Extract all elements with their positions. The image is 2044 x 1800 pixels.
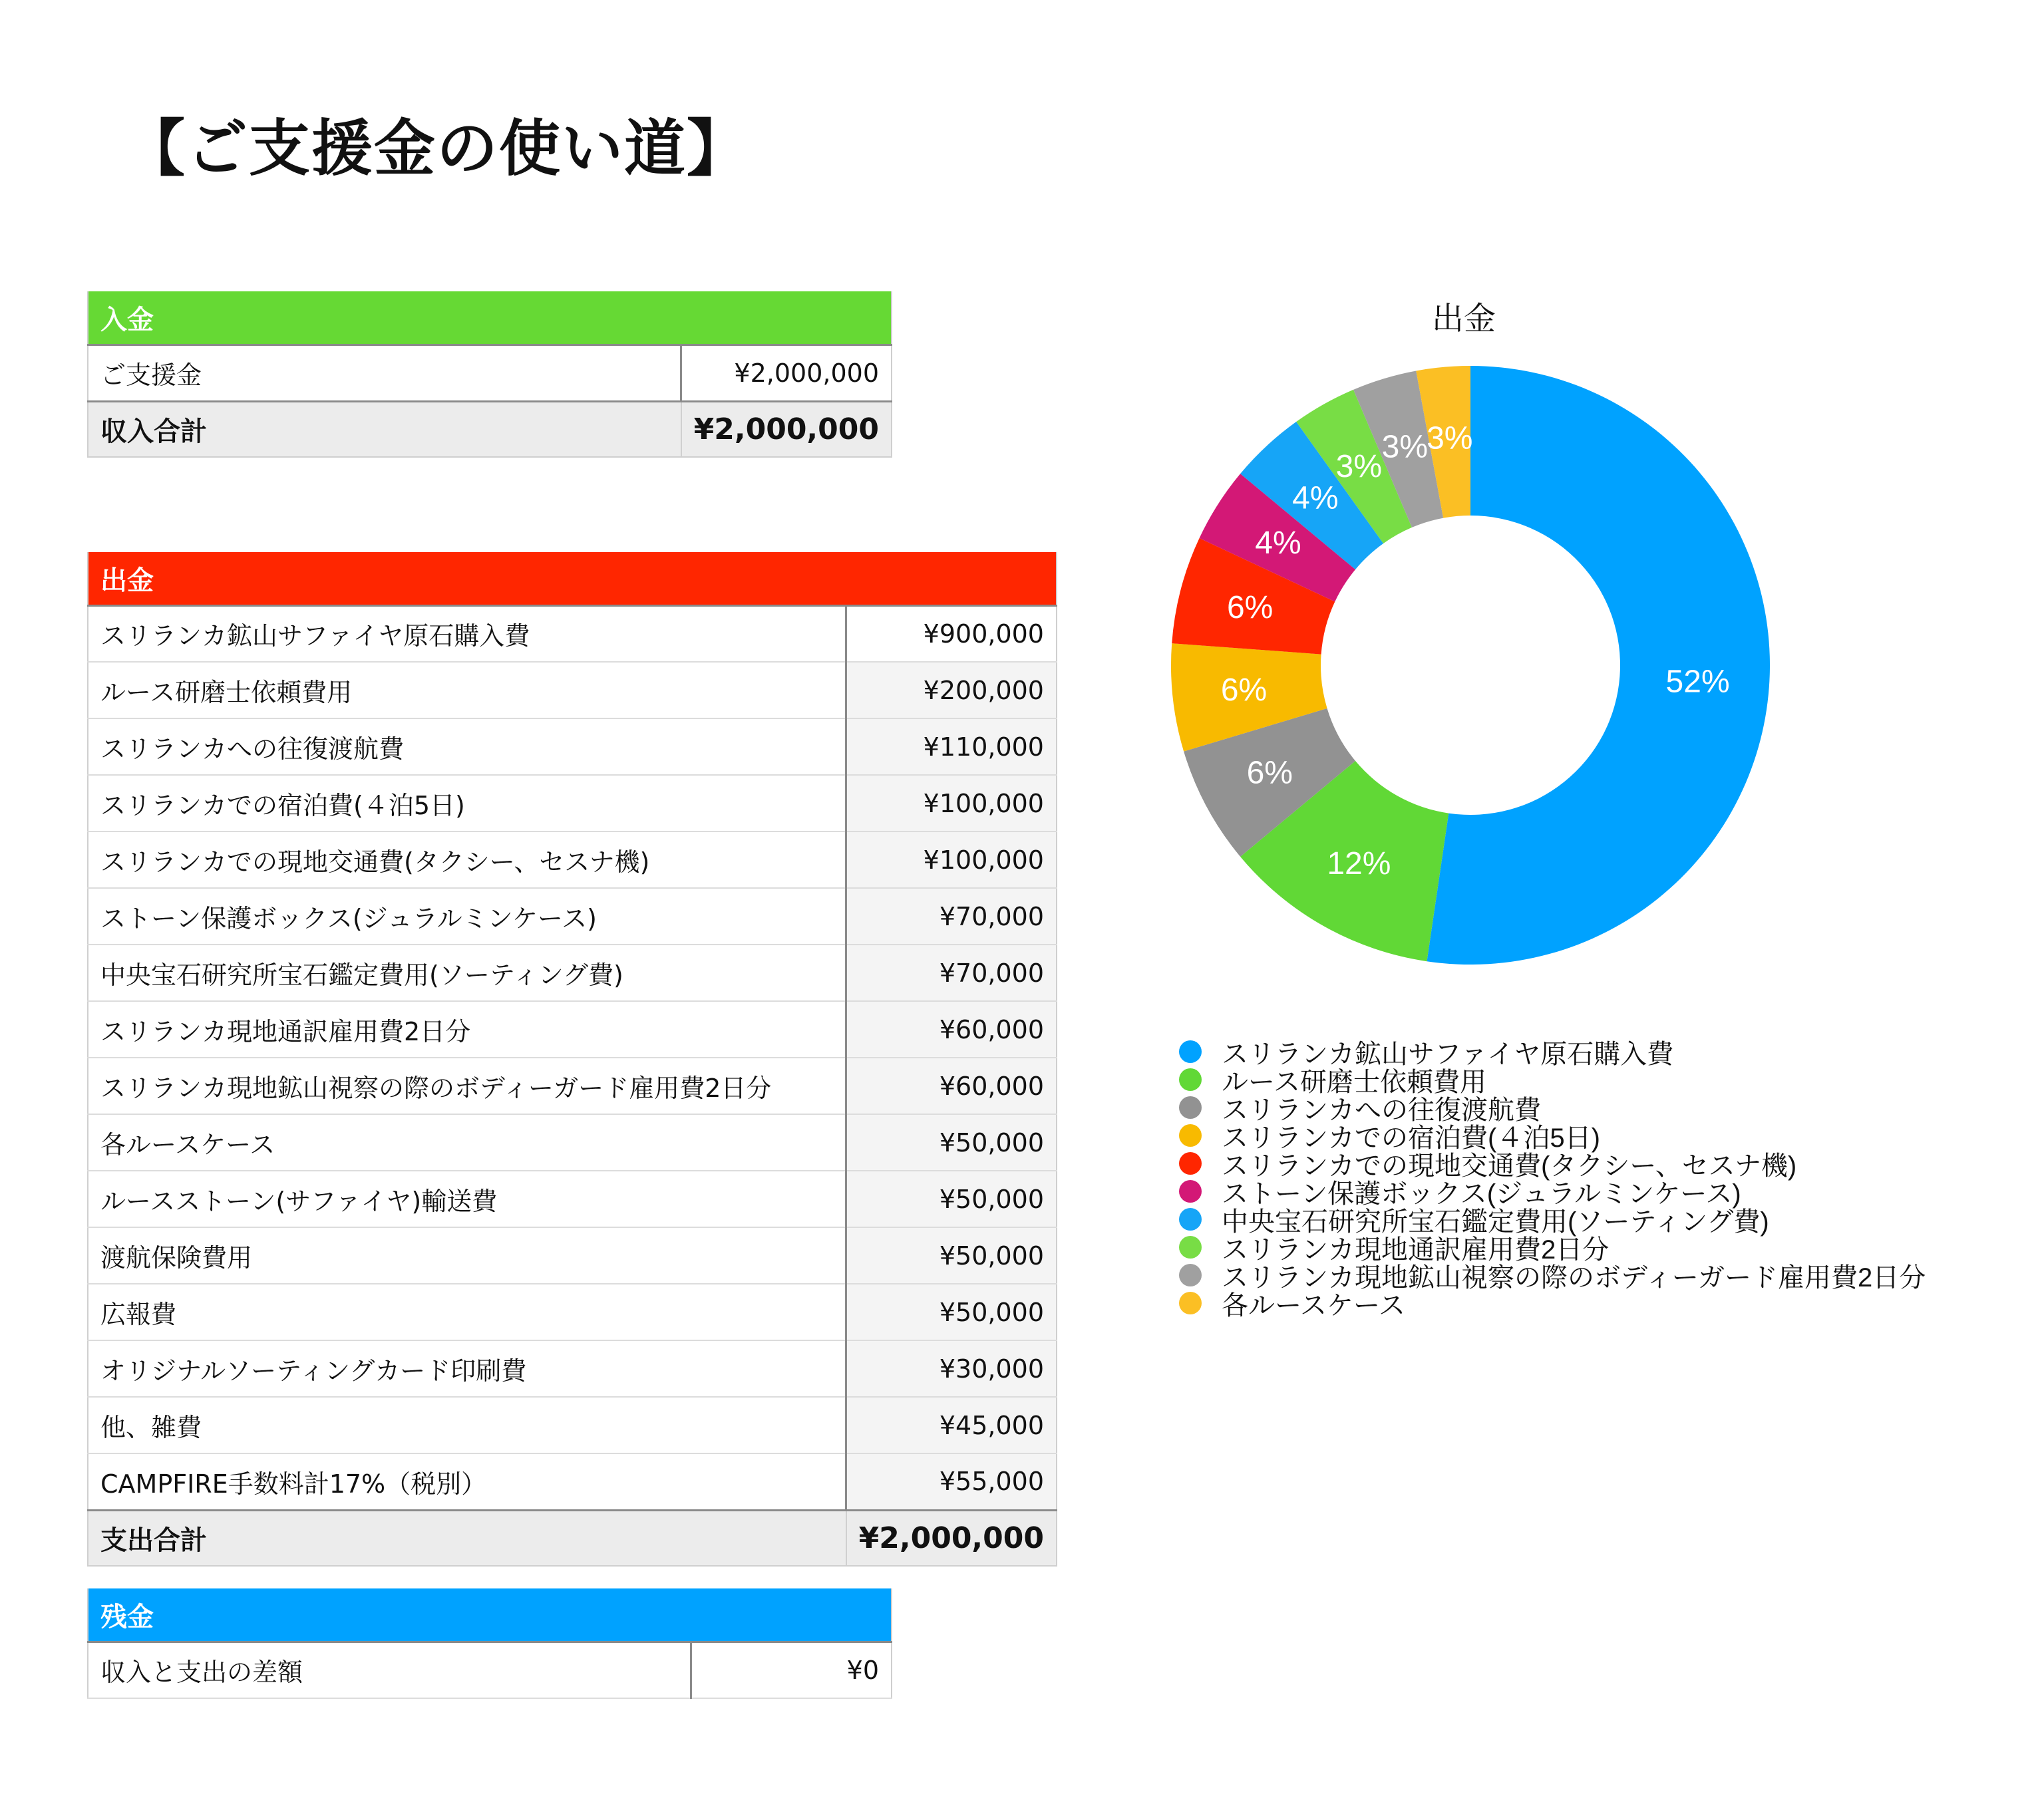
expense-row (88, 605, 1057, 662)
expense-row-value: ¥50,000 (846, 1227, 1057, 1284)
legend-swatch (1179, 1040, 1202, 1063)
slice-percent-label: 3% (1335, 448, 1383, 484)
expense-row (88, 718, 1057, 775)
expense-row-label: ストーン保護ボックス(ジュラルミンケース) (88, 888, 846, 945)
expense-row-value: ¥30,000 (846, 1340, 1057, 1397)
expense-row (88, 1058, 1057, 1114)
expense-header: 出金 (88, 552, 1057, 605)
income-total-value: ¥2,000,000 (681, 401, 892, 457)
chart-legend (1179, 1038, 1926, 1320)
legend-label: スリランカ現地鉱山視察の際のボディーガード雇用費2日分 (1222, 1263, 1926, 1292)
legend-label: 各ルースケース (1222, 1290, 1405, 1320)
expense-row-value: ¥45,000 (846, 1397, 1057, 1453)
expense-row-label: 広報費 (88, 1284, 846, 1340)
donut-chart (1158, 353, 1783, 978)
expense-row-label: ルース研磨士依頼費用 (88, 662, 846, 718)
expense-row-value: ¥50,000 (846, 1114, 1057, 1171)
legend-swatch (1179, 1292, 1202, 1314)
balance-row (88, 1642, 892, 1698)
legend-swatch (1179, 1264, 1202, 1286)
legend-label: ルース研磨士依頼費用 (1222, 1067, 1486, 1097)
legend-label: スリランカへの往復渡航費 (1222, 1095, 1541, 1125)
expense-row-label: CAMPFIRE手数料計17%（税別） (88, 1453, 846, 1510)
legend-label: ストーン保護ボックス(ジュラルミンケース) (1222, 1179, 1741, 1209)
expense-row-value: ¥70,000 (846, 888, 1057, 945)
expense-row-value: ¥60,000 (846, 1001, 1057, 1058)
expense-row-label: スリランカ現地通訳雇用費2日分 (88, 1001, 846, 1058)
page-title: 【ご支援金の使い道】 (124, 113, 750, 184)
expense-row-value: ¥200,000 (846, 662, 1057, 718)
legend-label: スリランカ鉱山サファイヤ原石購入費 (1222, 1039, 1674, 1069)
expense-row-value: ¥70,000 (846, 945, 1057, 1001)
expense-row (88, 888, 1057, 945)
expense-row-label: オリジナルソーティングカード印刷費 (88, 1340, 846, 1397)
expense-row (88, 945, 1057, 1001)
expense-row-value: ¥50,000 (846, 1284, 1057, 1340)
slice-percent-label: 3% (1381, 429, 1429, 465)
expense-row-label: スリランカでの宿泊費(４泊5日) (88, 775, 846, 831)
expense-row (88, 1171, 1057, 1227)
legend-swatch (1179, 1236, 1202, 1259)
expense-row-value: ¥55,000 (846, 1453, 1057, 1510)
expense-row (88, 1114, 1057, 1171)
expense-row (88, 1340, 1057, 1397)
income-table (87, 291, 892, 458)
legend-swatch (1179, 1152, 1202, 1175)
expense-row-label: スリランカ現地鉱山視察の際のボディーガード雇用費2日分 (88, 1058, 846, 1114)
slice-percent-label: 6% (1220, 672, 1268, 708)
expense-row-value: ¥110,000 (846, 718, 1057, 775)
legend-swatch (1179, 1208, 1202, 1231)
balance-header: 残金 (88, 1588, 892, 1642)
expense-row-label: 中央宝石研究所宝石鑑定費用(ソーティング費) (88, 945, 846, 1001)
balance-table (87, 1588, 892, 1699)
expense-row-label: 各ルースケース (88, 1114, 846, 1171)
income-header: 入金 (88, 291, 892, 345)
expense-row (88, 831, 1057, 888)
slice-percent-label: 3% (1427, 420, 1473, 456)
legend-swatch (1179, 1096, 1202, 1119)
legend-label: スリランカでの現地交通費(タクシー、セスナ機) (1222, 1151, 1797, 1181)
legend-swatch (1179, 1180, 1202, 1203)
slice-percent-label: 6% (1226, 589, 1274, 625)
legend-swatch (1179, 1068, 1202, 1091)
income-row-value: ¥2,000,000 (681, 345, 892, 401)
slice-percent-label: 4% (1255, 525, 1301, 561)
income-total-label: 収入合計 (88, 401, 681, 457)
expense-row (88, 1001, 1057, 1058)
expense-table (87, 552, 1057, 1567)
legend-swatch (1179, 1124, 1202, 1147)
slice-percent-label: 4% (1292, 480, 1339, 516)
slice-percent-label: 52% (1665, 664, 1730, 700)
expense-row (88, 1284, 1057, 1340)
expense-row (88, 1453, 1057, 1510)
expense-row-label: ルースストーン(サファイヤ)輸送費 (88, 1171, 846, 1227)
expense-total-value: ¥2,000,000 (846, 1510, 1057, 1566)
expense-row-label: スリランカでの現地交通費(タクシー、セスナ機) (88, 831, 846, 888)
expense-row (88, 775, 1057, 831)
income-row (88, 345, 892, 401)
legend-label: スリランカでの宿泊費(４泊5日) (1222, 1123, 1600, 1153)
expense-row-label: 渡航保険費用 (88, 1227, 846, 1284)
expense-row-value: ¥100,000 (846, 775, 1057, 831)
expense-row-value: ¥60,000 (846, 1058, 1057, 1114)
slice-percent-label: 6% (1246, 755, 1293, 791)
expense-row (88, 662, 1057, 718)
expense-row-label: 他、雑費 (88, 1397, 846, 1453)
expense-row-value: ¥100,000 (846, 831, 1057, 888)
balance-row-value: ¥0 (691, 1642, 892, 1698)
balance-row-label: 収入と支出の差額 (88, 1642, 691, 1698)
chart-title: 出金 (1431, 301, 1496, 337)
expense-total-label: 支出合計 (88, 1510, 846, 1566)
expense-row (88, 1227, 1057, 1284)
expense-row-value: ¥50,000 (846, 1171, 1057, 1227)
legend-label: スリランカ現地通訳雇用費2日分 (1222, 1235, 1610, 1265)
slice-percent-label: 12% (1327, 846, 1391, 882)
expense-row-label: スリランカへの往復渡航費 (88, 718, 846, 775)
expense-row (88, 1397, 1057, 1453)
income-row-label: ご支援金 (88, 345, 681, 401)
legend-label: 中央宝石研究所宝石鑑定費用(ソーティング費) (1222, 1207, 1769, 1237)
expense-row-label: スリランカ鉱山サファイヤ原石購入費 (88, 605, 846, 662)
expense-row-value: ¥900,000 (846, 605, 1057, 662)
